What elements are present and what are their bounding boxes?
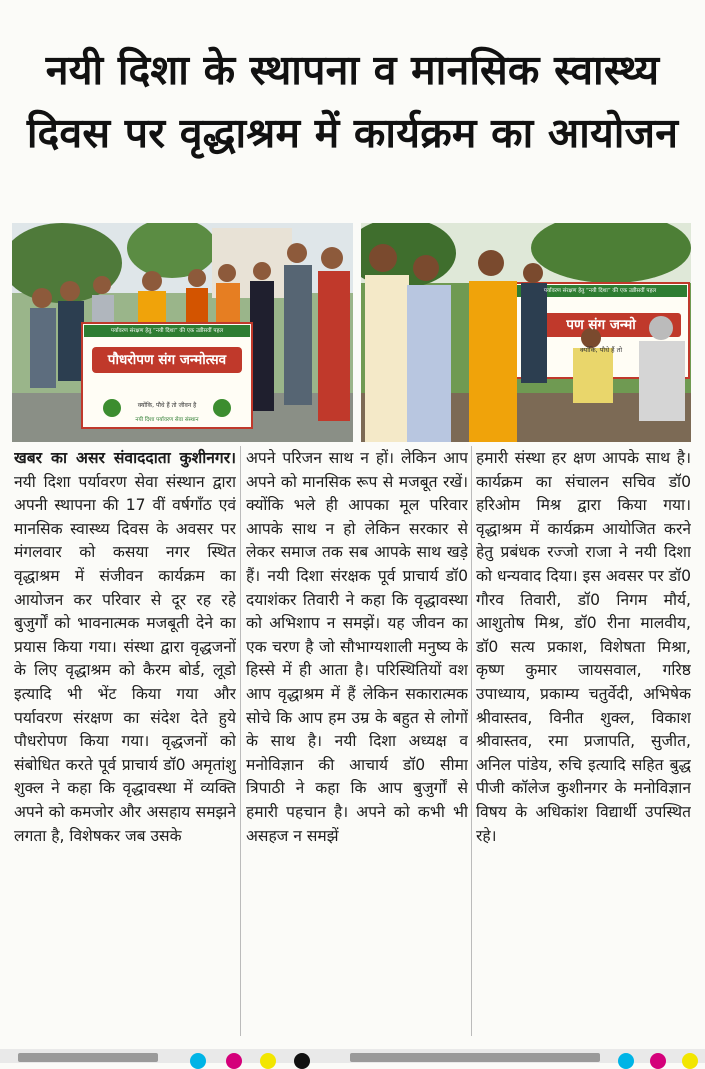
print-margin-bar <box>18 1053 158 1062</box>
article-column-3 <box>476 447 691 1047</box>
print-margin-bar <box>350 1053 600 1062</box>
article-column-2 <box>246 447 468 1047</box>
column-rule <box>240 446 241 1036</box>
banner-top-text: पर्यावरण संरक्षण हेतु “नयी दिशा” की एक उन्नीसवीं पहल <box>543 288 657 294</box>
column-text: हमारी संस्था हर क्षण आपके साथ है। कार्यक्रम का संचालन सचिव डॉ0 हरिओम मिश्र द्वारा किया गया। वृद्धाश्रम में कार्यक्रम आयोजित करने हेतु प्रबंधक रज्जो राजा ने नयी दिशा को धन्यवाद दिया। इस अवसर पर डॉ0 गौरव तिवारी, डॉ0 निगम मौर्य, आशुतोष मिश्र, डॉ0 रीना मालवीय, डॉ0 सत्य प्रकाश, विशेषता मिश्रा, कृष्ण कुमार जायसवाल, गरिष्ठ उपाध्याय, प्रकाम्य चतुर्वेदी, अभिषेक श्रीवास्तव, विनीत शुक्ल, विकाश श्रीवास्तव, रमा प्रजापति, सुजीत, अनिल पांडेय, रुचि इत्यादि सहित बुद्ध पीजी कॉलेज कुशीनगर के मनोविज्ञान विषय के अधिकांश विद्यार्थी उपस्थित रहे। <box>476 449 691 845</box>
registration-mark-cyan <box>190 1053 206 1069</box>
registration-mark-black <box>294 1053 310 1069</box>
banner-sub-text: क्योंकि, पौधे हैं तो जीवन है <box>137 402 197 409</box>
registration-mark-yellow <box>682 1053 698 1069</box>
byline: खबर का असर संवाददाता कुशीनगर। <box>14 449 236 467</box>
photo-planting <box>361 223 691 442</box>
banner-sub-text: क्योंकि, पौधे हैं तो <box>579 346 623 354</box>
column-text: अपने परिजन साथ न हों। लेकिन आप अपने को मानसिक रूप से मजबूत रखें। क्योंकि भले ही आपका मूल परिवार आपके साथ न हो लेकिन सरकार से लेकर समाज तक सब आपके साथ खड़े हैं। नयी दिशा संरक्षक पूर्व प्राचार्य डॉ0 दयाशंकर तिवारी ने कहा कि वृद्धावस्था को अभिशाप न समझें। यह जीवन का एक चरण है जो सौभाग्यशाली मनुष्य के हिस्से में ही आता है। परिस्थितियों वश आप वृद्धाश्रम में हैं लेकिन सकारात्मक सोचे कि आप हम उम्र के बहुत से लोगों के साथ है। नयी दिशा अध्यक्ष व मनोविज्ञान की आचार्य डॉ0 सीमा त्रिपाठी ने कहा कि आप बुजुर्गों से हमारी पहचान है। अपने को कभी भी असहज न समझें <box>246 449 468 845</box>
article-column-1 <box>14 447 236 1047</box>
column-rule <box>471 446 472 1036</box>
registration-mark-magenta <box>226 1053 242 1069</box>
headline: नयी दिशा के स्थापना व मानसिक स्वास्थ्य दिवस पर वृद्धाश्रम में कार्यक्रम का आयोजन <box>26 46 679 158</box>
banner-top-text: पर्यावरण संरक्षण हेतु “नयी दिशा” की एक उन्नीसवीं पहल <box>110 328 224 334</box>
banner-main-text: पण संग जन्मो <box>566 317 636 333</box>
banner-org-text: नयी दिशा पर्यावरण सेवा संस्थान <box>135 417 199 423</box>
column-text: नयी दिशा पर्यावरण सेवा संस्थान द्वारा अपनी स्थापना की 17 वीं वर्षगाँठ एवं मानसिक स्वास्थ्य दिवस के अवसर पर मंगलवार को कसया नगर स्थित वृद्धाश्रम में संजीवन कार्यक्रम का आयोजन कर परिवार से दूर रह रहे बुजुर्गों को भावनात्मक मजबूती देने का प्रयास किया गया। संस्था द्वारा वृद्धजनों के लिए वृद्धाश्रम को कैरम बोर्ड, लूडो इत्यादि भी भेंट किया गया और पर्यावरण संरक्षण का संदेश देते हुये पौधरोपण किया गया। वृद्धजनों को संबोधित करते पूर्व प्राचार्य डॉ0 अमृतांशु शुक्ल ने कहा कि वृद्धावस्था में व्यक्ति अपने को कमजोर और असहाय समझने लगता है, विशेषकर जब उसके <box>14 472 236 845</box>
registration-mark-yellow <box>260 1053 276 1069</box>
registration-mark-cyan <box>618 1053 634 1069</box>
banner-main-text: पौधरोपण संग जन्मोत्सव <box>107 352 227 368</box>
photo-group-with-banner <box>12 223 353 442</box>
registration-mark-magenta <box>650 1053 666 1069</box>
